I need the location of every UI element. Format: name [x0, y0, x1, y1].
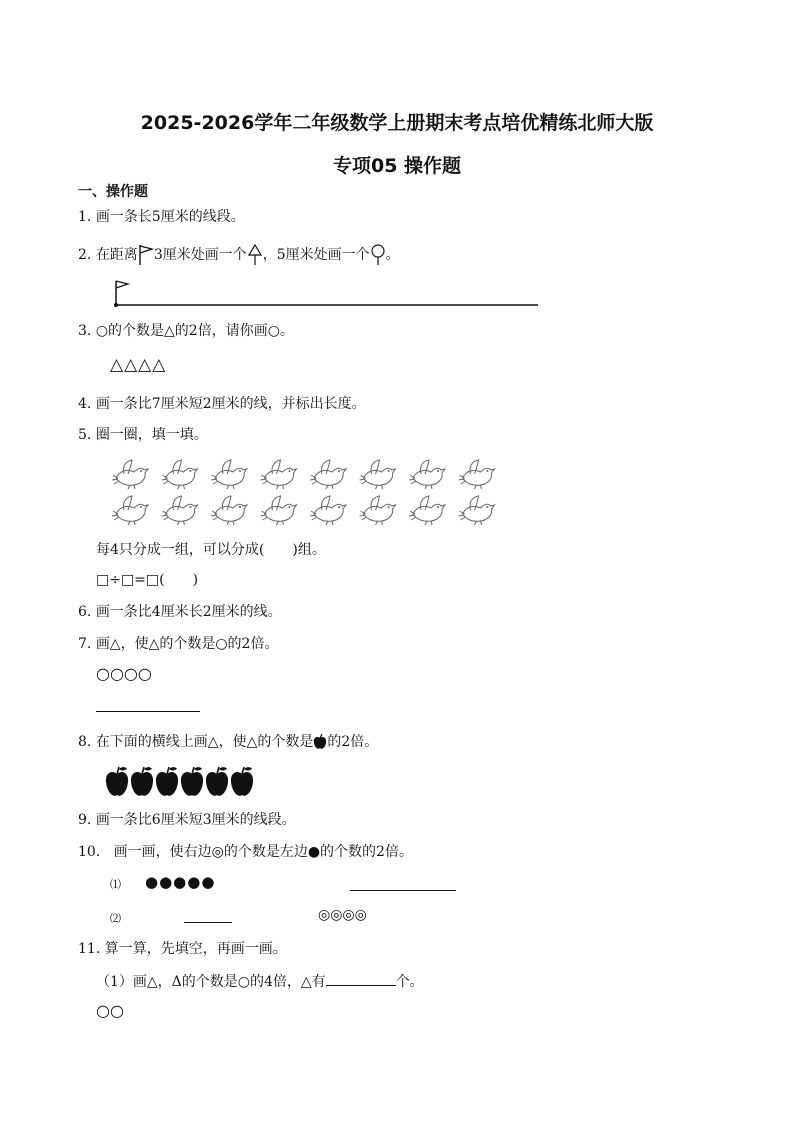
- page-subtitle: 专项05 操作题: [332, 155, 462, 177]
- dot-row: ●●●●●: [145, 873, 216, 891]
- question-number: 10.: [78, 844, 101, 860]
- question-number: 7.: [78, 636, 92, 652]
- answer-line[interactable]: [350, 890, 456, 891]
- bird-icon: [360, 496, 396, 525]
- apple-icon: [156, 767, 178, 796]
- question-number: 3.: [78, 323, 92, 339]
- question-5-line-2: [96, 571, 198, 589]
- bird-icon: [409, 496, 445, 525]
- apple-icon: [206, 767, 228, 796]
- question-text: 圈一圈，填一填。: [95, 427, 208, 443]
- question-number: 4.: [78, 396, 92, 412]
- question-7: [78, 635, 278, 653]
- question-3: [78, 322, 294, 340]
- question-text: 3厘米处画一个: [153, 247, 247, 263]
- bird-icon: [112, 460, 148, 489]
- question-number: 9.: [78, 812, 92, 828]
- bird-icon: [162, 460, 198, 489]
- flag-icon: [114, 281, 128, 307]
- tree-icon: [247, 244, 263, 266]
- question-text: 在距离: [95, 247, 138, 263]
- answer-line[interactable]: [184, 922, 232, 923]
- triangle-row: △△△△: [110, 355, 167, 375]
- question-6: [78, 603, 282, 621]
- bird-icon: [211, 460, 247, 489]
- question-text: 画△，使△的个数是○的2倍。: [95, 636, 279, 652]
- question-text: 画一条比7厘米短2厘米的线，并标出长度。: [95, 396, 366, 412]
- bird-icon: [211, 496, 247, 525]
- answer-blank[interactable]: [326, 971, 396, 986]
- bird-icon: [310, 496, 346, 525]
- fill-text: 个。: [395, 974, 424, 990]
- bird-icon: [112, 496, 148, 525]
- circle-row: ○○○○: [96, 664, 152, 683]
- question-1: [78, 208, 245, 226]
- fill-text: 每4只分成一组，可以分成(: [96, 542, 265, 558]
- question-11: [78, 940, 287, 958]
- bird-icon: [261, 460, 297, 489]
- question-number: 6.: [78, 604, 92, 620]
- bird-icon: [310, 460, 346, 489]
- bird-icon: [459, 496, 495, 525]
- sub-label-2: ⑵: [110, 912, 121, 925]
- double-circle-row: ◎◎◎◎: [318, 907, 367, 923]
- question-10: [78, 843, 413, 861]
- question-number: 1.: [78, 209, 92, 225]
- question-text: 算一算，先填空，再画一画。: [104, 941, 287, 957]
- question-number: 2.: [78, 247, 92, 263]
- fill-text: )组。: [292, 542, 326, 558]
- question-text: 画一画，使右边◎的个数是左边●的个数的2倍。: [113, 844, 413, 860]
- bird-icon: [409, 460, 445, 489]
- sub-label-1: ⑴: [110, 878, 121, 891]
- fill-text: （1）画△，Δ的个数是○的4倍，△有: [96, 974, 326, 990]
- apple-icon: [106, 767, 128, 796]
- flag-icon: [138, 244, 154, 266]
- balloon-icon: [370, 244, 386, 266]
- question-text: ○的个数是△的2倍，请你画○。: [95, 323, 294, 339]
- circle-row: ○○: [96, 1001, 124, 1020]
- question-number: 5.: [78, 427, 92, 443]
- fill-text: ): [192, 572, 199, 588]
- question-text: 画一条比4厘米长2厘米的线。: [95, 604, 282, 620]
- question-number: 8.: [78, 734, 92, 750]
- section-heading: 一、操作题: [78, 184, 148, 200]
- question-2: [78, 244, 400, 266]
- bird-icon: [459, 460, 495, 489]
- question-8: [78, 733, 378, 751]
- question-number: 11.: [78, 941, 101, 957]
- page-title: 2025-2026学年二年级数学上册期末考点培优精练北师大版: [140, 112, 654, 134]
- fill-text: □÷□=□(: [96, 572, 165, 588]
- answer-line[interactable]: [96, 711, 200, 712]
- question-text: 。: [385, 247, 400, 263]
- flag-line-diagram: [108, 278, 540, 310]
- question-9: [78, 811, 296, 829]
- question-4: [78, 395, 366, 413]
- question-text: ，5厘米处画一个: [262, 247, 370, 263]
- question-5: [78, 426, 208, 444]
- apple-icon: [181, 767, 203, 796]
- question-text: 的2倍。: [327, 734, 379, 750]
- bird-icon: [162, 496, 198, 525]
- apple-icon: [313, 734, 327, 750]
- question-5-line-1: [96, 541, 326, 559]
- bird-icon: [360, 460, 396, 489]
- bird-icon: [261, 496, 297, 525]
- question-text: 画一条长5厘米的线段。: [95, 209, 245, 225]
- question-text: 画一条比6厘米短3厘米的线段。: [95, 812, 296, 828]
- apple-icon: [231, 767, 253, 796]
- apple-row: [104, 764, 260, 800]
- apple-icon: [131, 767, 153, 796]
- question-11-part-1: [96, 971, 424, 991]
- question-text: 在下面的横线上画△，使△的个数是: [95, 734, 314, 750]
- bird-grid: [108, 456, 504, 528]
